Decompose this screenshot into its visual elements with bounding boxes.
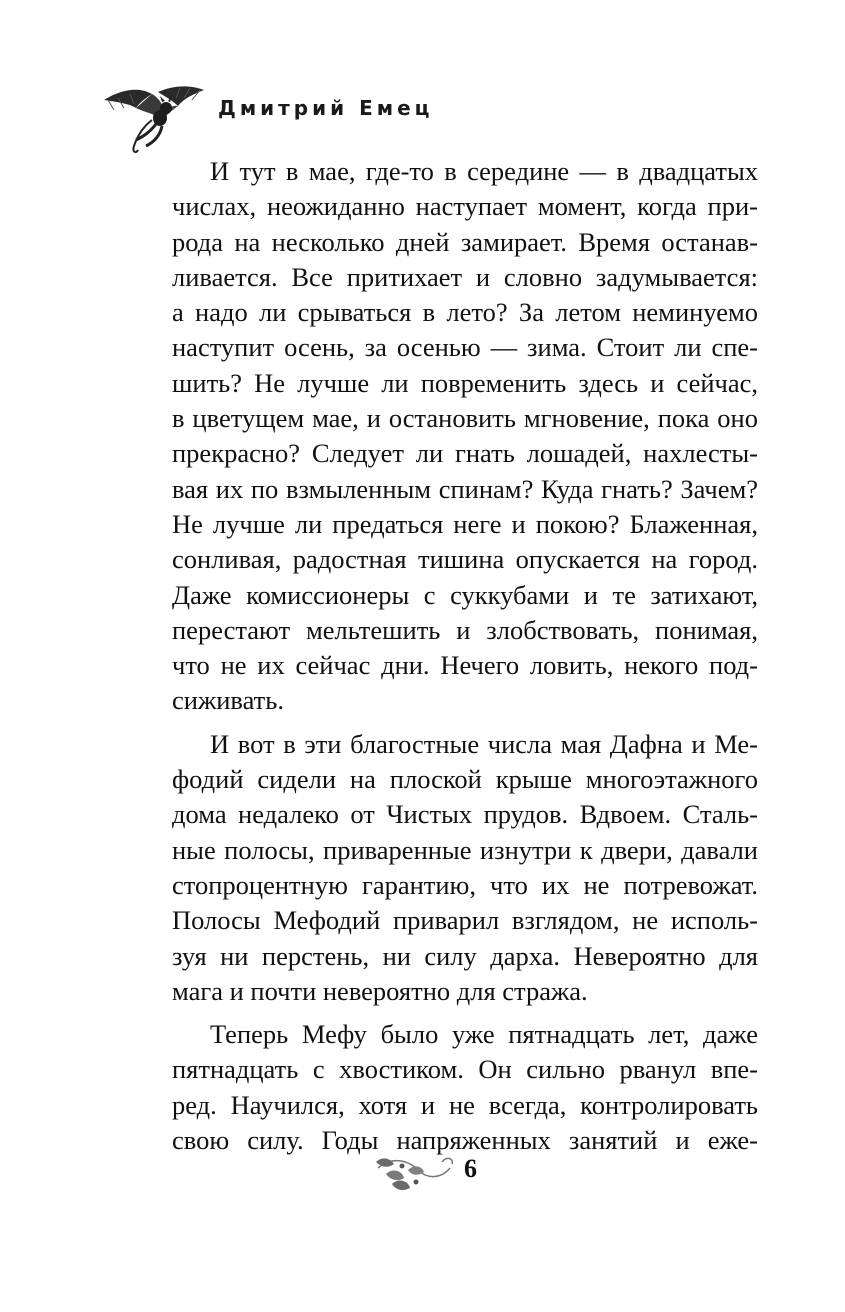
- text-line: шить? Не лучше ли повременить здесь и сейчас,: [172, 367, 758, 398]
- text-line: мага и почти невероятно для стража.: [172, 975, 588, 1006]
- text-line: рода на несколько дней замирает. Время останав-: [172, 226, 758, 257]
- text-line: Теперь Мефу было уже пятнадцать лет, даже: [210, 1019, 758, 1050]
- text-line: ливается. Все притихает и словно задумывается:: [172, 261, 758, 292]
- text-line: пятнадцать с хвостиком. Он сильно рванул впе-: [172, 1054, 758, 1085]
- text-line: сиживать.: [172, 685, 284, 716]
- author-name: Дмитрий Емец: [218, 96, 434, 120]
- text-line: Не лучше ли предаться неге и покою? Блаженная,: [172, 508, 758, 539]
- page-number: 6: [464, 1154, 477, 1183]
- text-line: стопроцентную гарантию, что их не потревожат.: [172, 869, 758, 900]
- holly-vine-icon: [372, 1148, 458, 1196]
- text-line: ред. Научился, хотя и не всегда, контролировать: [172, 1089, 758, 1120]
- page-footer: [372, 1148, 492, 1198]
- text-line: прекрасно? Следует ли гнать лошадей, нахлесты-: [172, 438, 758, 469]
- text-line: И вот в эти благостные числа мая Дафна и Ме-: [210, 728, 758, 759]
- text-line: Полосы Мефодий приварил взглядом, не исполь-: [172, 905, 758, 936]
- text-line: зуя ни перстень, ни силу дарха. Невероятно для: [172, 940, 758, 971]
- text-line: а надо ли срываться в лето? За летом неминуемо: [172, 297, 758, 328]
- text-line: числах, неожиданно наступает момент, когда при-: [172, 191, 758, 222]
- text-line: свою силу. Годы напряженных занятий и еже-: [172, 1125, 758, 1156]
- text-line: ные полосы, приваренные изнутри к двери, давали: [172, 834, 758, 865]
- text-line: сонливая, радостная тишина опускается на город.: [172, 544, 758, 575]
- winged-gargoyle-icon: [100, 80, 210, 165]
- text-line: наступит осень, за осенью — зима. Стоит ли спе-: [172, 332, 758, 363]
- text-line: вая их по взмыленным спинам? Куда гнать? Зачем?: [172, 473, 758, 504]
- text-line: И тут в мае, где-то в середине — в двадцатых: [210, 156, 758, 186]
- text-line: перестают мельтешить и злобствовать, понимая,: [172, 614, 758, 645]
- body-text: [172, 154, 758, 1158]
- text-line: что не их сейчас дни. Нечего ловить, некого под-: [172, 650, 758, 681]
- text-line: фодий сидели на плоской крыше многоэтажного: [172, 764, 758, 795]
- text-line: дома недалеко от Чистых прудов. Вдвоем. Сталь-: [172, 799, 758, 830]
- text-line: Даже комиссионеры с суккубами и те затихают,: [172, 579, 758, 610]
- text-line: в цветущем мае, и остановить мгновение, пока оно: [172, 403, 758, 434]
